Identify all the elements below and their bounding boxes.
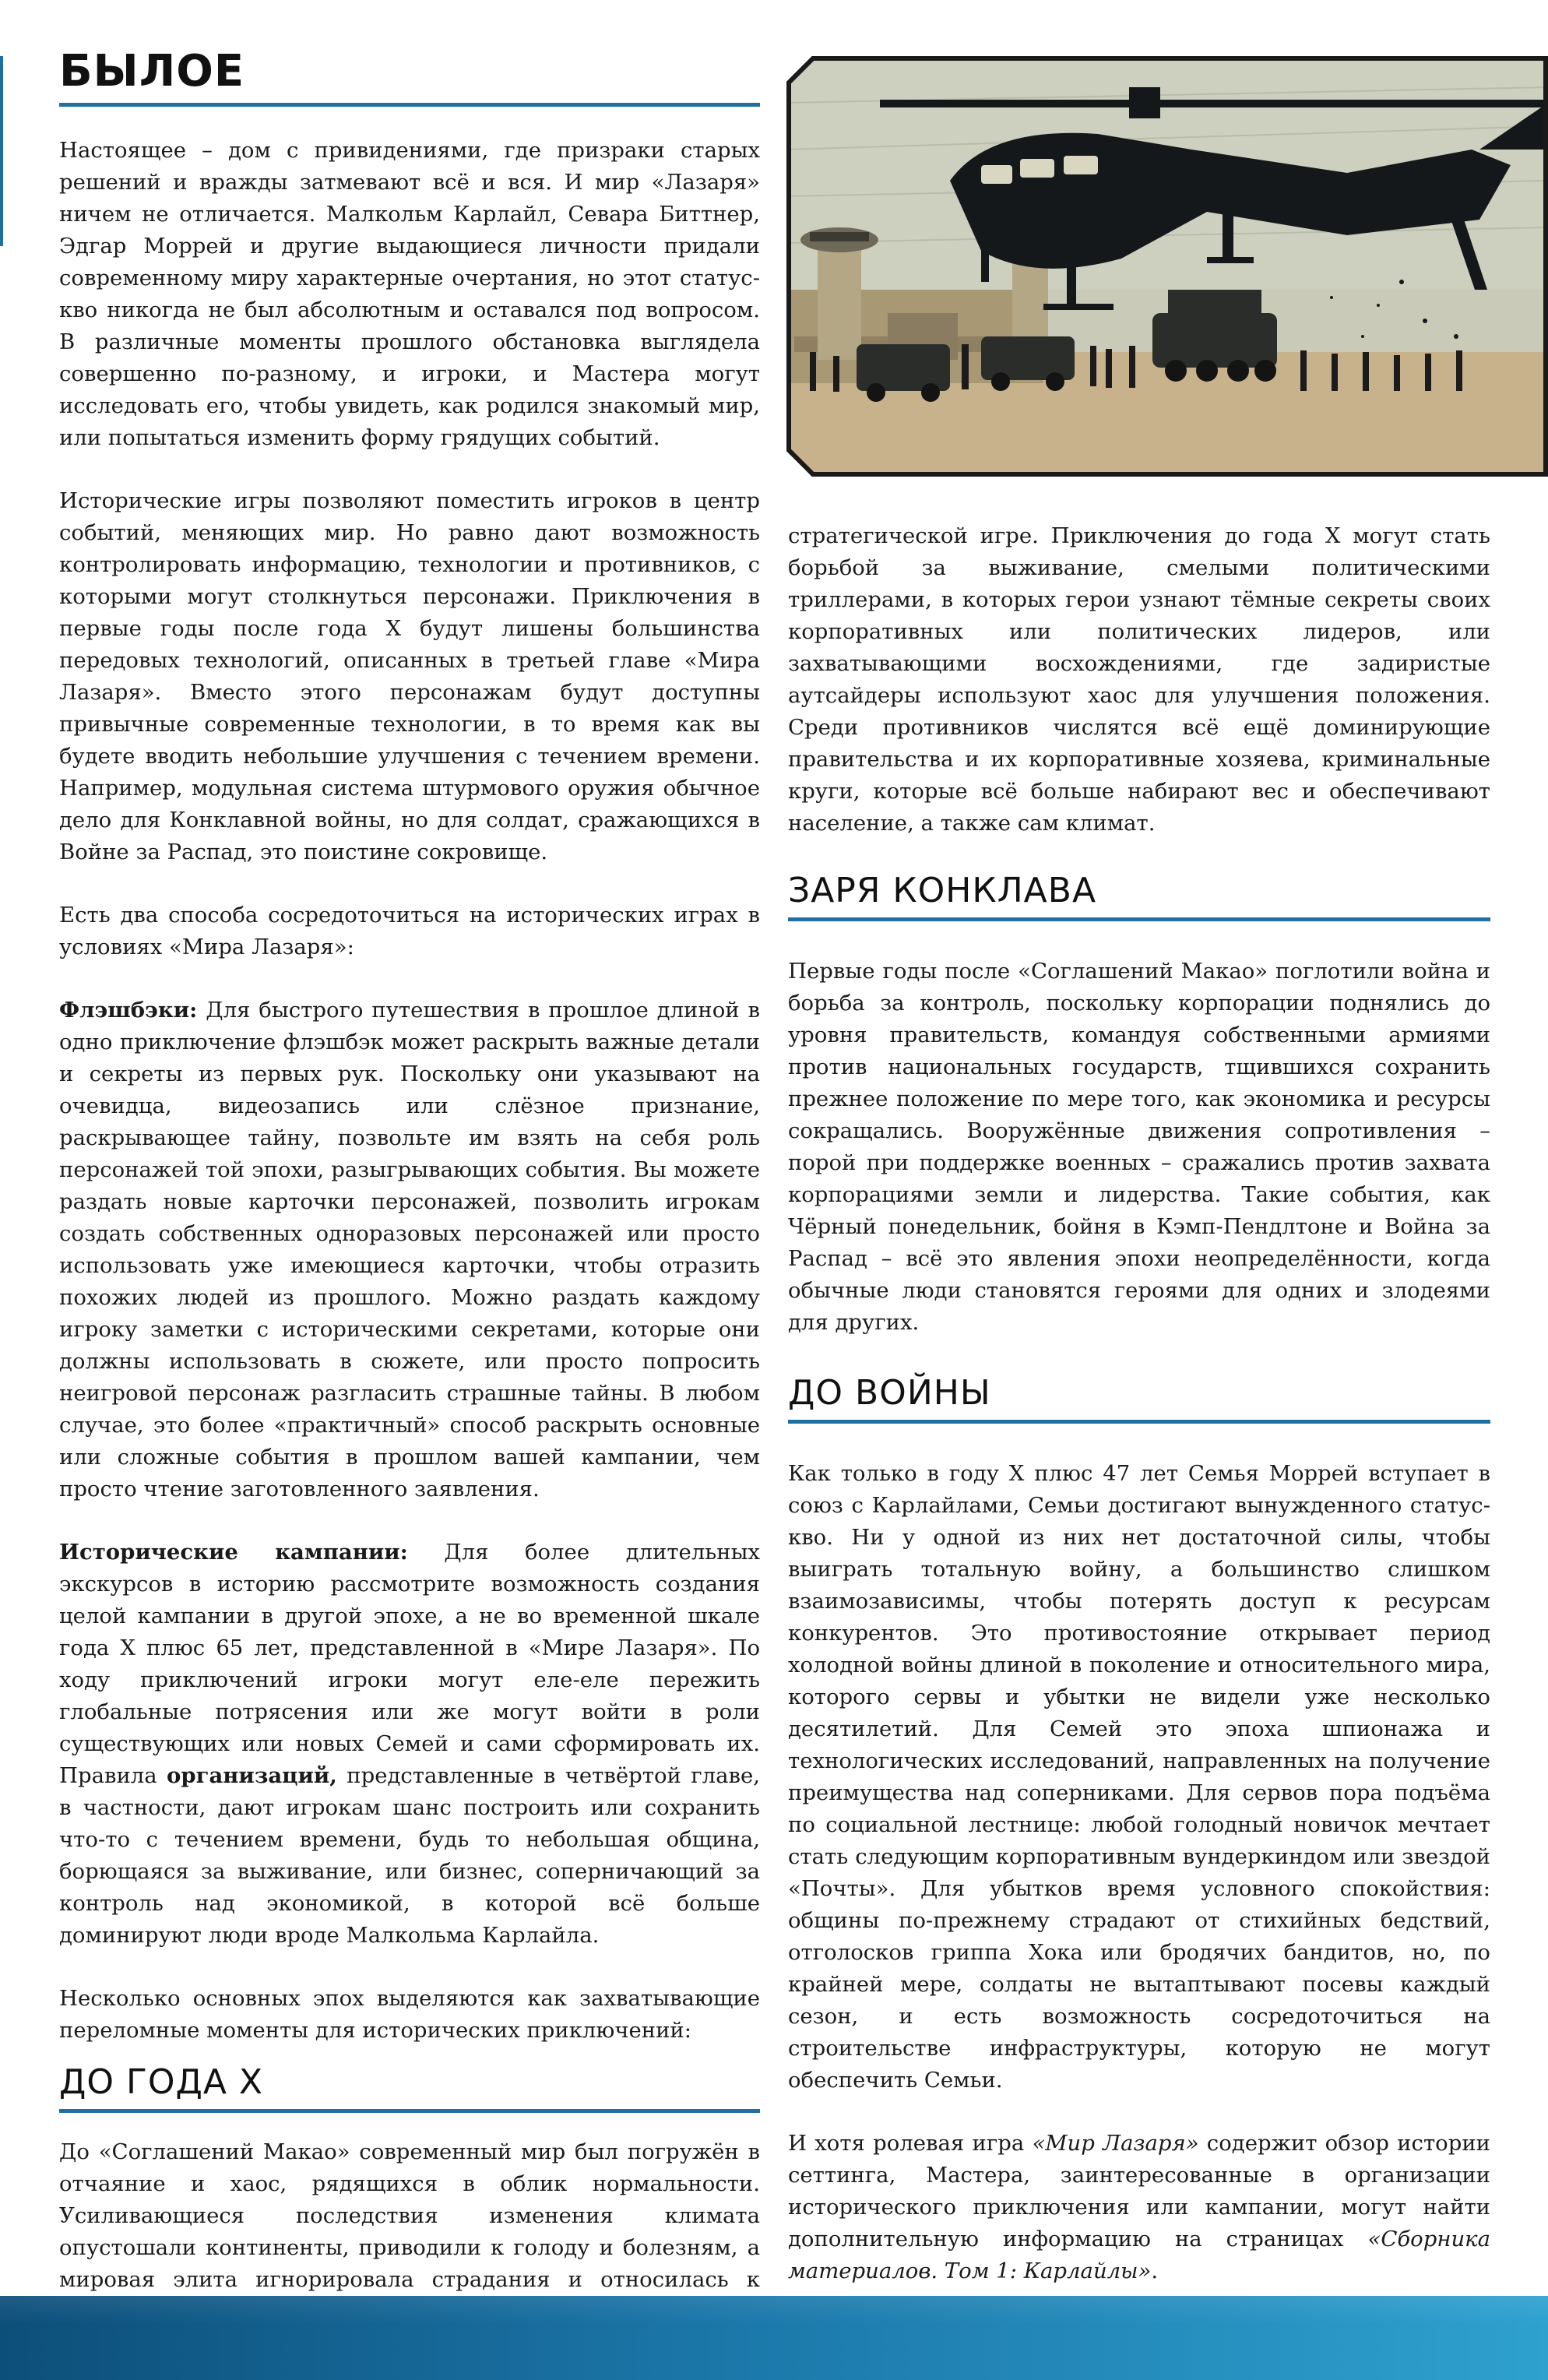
paragraph-flashbacks bbox=[59, 995, 760, 1505]
right-column bbox=[788, 520, 1490, 2287]
section-title-zarya-konklava: ЗАРЯ КОНКЛАВА bbox=[788, 874, 1490, 921]
paragraph-historic-games: Исторические игры позволяют поместить игроков в центр событий, меняющих мир. Но равно дают возможность контролировать информацию, технологии и противников, с которыми могут столкнуться персонажи. Приключения в первые годы после года Х будут лишены большинства передовых технологий, описанных в третьей главе «Мира Лазаря». Вместо этого персонажам будут доступны привычные современные технологии, в то время как вы будете вводить небольшие улучшения с течением времени. Например, модульная система штурмового оружия обычное дело для Конклавной войны, но для солдат, сражающихся в Войне за Распад, это поистине сокровище. bbox=[59, 488, 760, 864]
campaigns-text-1: Для более длительных экскурсов в историю рассмотрите возможность создания целой кампании в другой эпохе, а не во временной шкале года Х плюс 65 лет, представленной в «Мире Лазаря». По ходу приключений игроки могут еле-еле пережить глобальные потрясения или же могут войти в роли существующих или новых Семей и сами сформировать их. Правила bbox=[59, 1540, 760, 1788]
further-title-2: «Сборника материалов. Том 1: Карлайлы» bbox=[788, 2227, 1490, 2283]
illustration-helicopter bbox=[786, 56, 1548, 477]
further-text-a: И хотя ролевая игра bbox=[788, 2131, 1033, 2156]
flashbacks-lead: Флэшбэки: bbox=[59, 998, 198, 1023]
section-title-do-goda-x: ДО ГОДА Х bbox=[59, 2065, 760, 2113]
footer-band bbox=[0, 2296, 1548, 2380]
paragraph-intro: Настоящее – дом с привидениями, где призраки старых решений и вражды затмевают всё и вся. И мир «Лазаря» ничем не отличается. Малкольм Карлайл, Севара Биттнер, Эдгар Моррей и другие выдающиеся личности придали современному миру характерные очертания, но этот статус-кво никогда не был абсолютным и оставался под вопросом. В различные моменты прошлого обстановка выглядела совершенно по-разному, и игроки, и Мастера могут исследовать его, чтобы увидеть, как родился знакомый мир, или попытаться изменить форму грядущих событий. bbox=[59, 138, 760, 450]
paragraph-before-year-x-left: До «Соглашений Макао» современный мир был погружён в отчаяние и хаос, рядящихся в облик нормальности. Усиливающиеся последствия изменения климата опустошали континенты, приводили к голоду и болезням, а мировая элита игнорировала страдания и относилась к bbox=[59, 2139, 760, 2292]
campaigns-lead: Исторические кампании: bbox=[59, 1540, 408, 1565]
paragraph-before-year-x-right: стратегической игре. Приключения до года Х могут стать борьбой за выживание, смелыми политическими триллерами, в которых герои узнают тёмные секреты своих корпоративных или политических лидеров, или захватывающими восхождениями, где задиристые аутсайдеры используют хаос для улучшения положения. Среди противников числятся всё ещё доминирующие правительства и их корпоративные хозяева, криминальные круги, которые всё больше набирают вес и обеспечивают население, а также сам климат. bbox=[788, 523, 1490, 836]
helicopter-illustration-svg bbox=[786, 56, 1548, 477]
paragraph-conclave-dawn: Первые годы после «Соглашений Макао» поглотили война и борьба за контроль, поскольку корпорации поднялись до уровня правительств, командуя собственными армиями против национальных государств, тщившихся сохранить прежнее положение по мере того, как экономика и ресурсы сокращались. Вооружённые движения сопротивления – порой при поддержке военных – сражались против захвата корпорациями земли и лидерства. Такие события, как Чёрный понедельник, бойня в Кэмп-Пендлтоне и Война за Распад – всё это явления эпохи неопределённости, когда обычные люди становятся героями для одних и злодеями для других. bbox=[788, 959, 1490, 1335]
campaigns-bold-term: организаций, bbox=[167, 1763, 337, 1788]
paragraph-before-war: Как только в году Х плюс 47 лет Семья Моррей вступает в союз с Карлайлами, Семьи достигают вынужденного статус-кво. Ни у одной из них нет достаточной силы, чтобы выиграть тотальную войну, а большинство слишком взаимозависимы, чтобы потерять доступ к ресурсам конкурентов. Это противостояние открывает период холодной войны длиной в поколение и относительного мира, которого сервы и убытки не видели уже несколько десятилетий. Для Семей это эпоха шпионажа и технологических исследований, направленных на получение преимущества над соперниками. Для сервов пора подъёма по социальной лестнице: любой голодный новичок мечтает стать следующим корпоративным вундеркиндом или звездой «Почты». Для убытков время условного спокойствия: общины по-прежнему страдают от стихийных бедствий, отголосков гриппа Хока или бродячих бандитов, но, по крайней мере, солдаты не вытаптывают посевы каждый сезон, и есть возможность сосредоточиться на строительстве инфраструктуры, которую не могут обеспечить Семьи. bbox=[788, 1461, 1490, 2093]
section-title-do-voiny: ДО ВОЙНЫ bbox=[788, 1376, 1490, 1424]
further-text-b: содержит обзор истории сеттинга, Мастера, заинтересованные в организации исторического приключения или кампании, могут найти дополнительную информацию на страницах bbox=[788, 2131, 1490, 2251]
paragraph-further-reading bbox=[788, 2128, 1490, 2287]
further-title-1: «Мир Лазаря» bbox=[1032, 2131, 1199, 2156]
campaigns-text-2: представленные в четвёртой главе, в частности, дают игрокам шанс построить или сохранить что-то с течением времени, будь то небольшая община, борющаяся за выживание, или бизнес, соперничающий за контроль над экономикой, в которой всё больше доминируют люди вроде Малкольма Карлайла. bbox=[59, 1763, 760, 1948]
edge-accent bbox=[0, 56, 3, 246]
flashbacks-text: Для быстрого путешествия в прошлое длиной в одно приключение флэшбэк может раскрыть важные детали и секреты из первых рук. Поскольку они указывают на очевидца, видеозапись или слёзное признание, раскрывающее тайну, позвольте им взять на себя роль персонажей той эпохи, разыгрывающих события. Вы можете раздать новые карточки персонажей, позволить игрокам создать собственных одноразовых персонажей или просто использовать уже имеющиеся карточки, чтобы отразить похожих людей из прошлого. Можно раздать каждому игроку заметки с историческими секретами, которые они должны использовать в сюжете, или просто попросить неигровой персонаж разгласить страшные тайны. В любом случае, это более «практичный» способ раскрыть основные или сложные события в прошлом вашей кампании, чем просто чтение заготовленного заявления. bbox=[59, 998, 760, 1502]
left-column bbox=[59, 46, 760, 2328]
paragraph-two-ways: Есть два способа сосредоточиться на исторических играх в условиях «Мира Лазаря»: bbox=[59, 903, 760, 959]
paragraph-historic-campaigns bbox=[59, 1537, 760, 1952]
further-text-c: . bbox=[1151, 2259, 1159, 2283]
paragraph-epochs: Несколько основных эпох выделяются как захватывающие переломные моменты для исторических приключений: bbox=[59, 1986, 760, 2043]
section-title-byloe: БЫЛОЕ bbox=[59, 50, 760, 107]
